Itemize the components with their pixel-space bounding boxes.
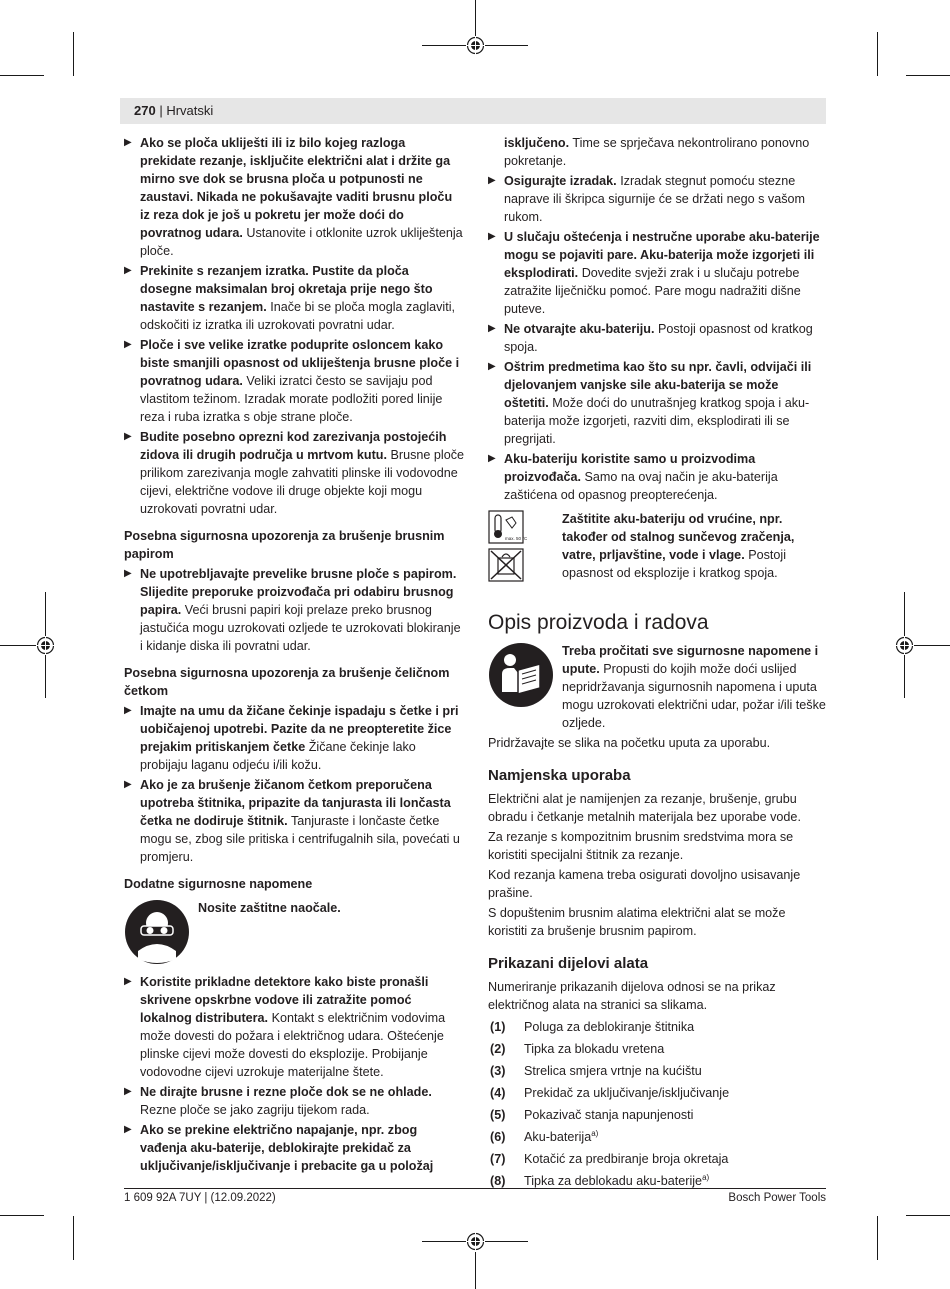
- part-number: (6): [490, 1130, 506, 1144]
- item-bold-text: Ako se ploča ukliješti ili iz bilo kojeg razloga prekidate rezanje, isključite električni alat i držite ga mirno sve dok se brusna ploča u potpunosti ne zaustavi. Nikada ne pokušavajte vaditi brusnu ploču iz reza dok je još u pokretu jer može doći do povratnog udara.: [140, 136, 453, 240]
- item-text: Kontakt s električnim vodovima može dovesti do požara i električnog udara. Oštećenje plinske cijevi može dovesti do eksplozije. Probijanje vodovodne cijevi uzrokuje materijalne štete.: [140, 1011, 446, 1079]
- list-item: [124, 565, 464, 655]
- goggles-text: Nosite zaštitne naočale.: [198, 901, 341, 915]
- safety-goggles-icon: [124, 899, 190, 965]
- section-heading: Posebna sigurnosna upozorenja za brušenje čeličnom četkom: [124, 666, 450, 698]
- list-item: [488, 320, 826, 356]
- part-item: [488, 1084, 826, 1102]
- thermometer-label: max. 50 °C: [505, 536, 528, 541]
- bullet-arrow-icon: ▶: [488, 453, 496, 464]
- list-item: [488, 358, 826, 448]
- crop-mark: [0, 1215, 44, 1216]
- parts-intro: Numeriranje prikazanih dijelova odnosi se na prikaz električnog alata na stranici sa slikama.: [488, 980, 776, 1012]
- bullet-arrow-icon: ▶: [488, 231, 496, 242]
- item-bold-text: Ako je za brušenje žičanom četkom preporučena upotreba štitnika, pripazite da tanjurasta ili lončasta četka ne dodiruje štitnik.: [140, 778, 451, 828]
- list-item: [124, 973, 464, 1081]
- item-bold-text: Budite posebno oprezni kod zarezivanja postojećih zidova ili drugih područja u mrtvom kutu.: [140, 430, 447, 462]
- registration-mark: [36, 636, 55, 655]
- item-bold-text: isključeno.: [504, 136, 570, 150]
- list-item: [124, 428, 464, 518]
- bullet-arrow-icon: ▶: [124, 1086, 132, 1097]
- list-item: [488, 172, 826, 226]
- list-item: [124, 776, 464, 866]
- thermometer-icon: [488, 510, 528, 544]
- part-item: [488, 1128, 826, 1146]
- part-number: (4): [490, 1086, 506, 1100]
- bullet-arrow-icon: ▶: [124, 137, 132, 148]
- bullet-arrow-icon: ▶: [124, 431, 132, 442]
- list-item: [124, 1121, 464, 1175]
- bullet-arrow-icon: ▶: [124, 779, 132, 790]
- item-text: Ustanovite i otklonite uzrok ukliještenja ploče.: [140, 226, 463, 258]
- manual-bold-text: Treba pročitati sve sigurnosne napomene i upute.: [562, 644, 819, 676]
- item-text: Rezne ploče se jako zagriju tijekom rada.: [140, 1103, 370, 1117]
- item-bold-text: Ne dirajte brusne i rezne ploče dok se ne ohlade.: [140, 1085, 432, 1099]
- part-number: (7): [490, 1152, 506, 1166]
- item-bold-text: U slučaju oštećenja i nestručne uporabe aku-baterije mogu se pojaviti pare. Aku-baterija može izgorjeti ili eksplodirati.: [504, 230, 820, 280]
- manual-notice: [488, 642, 826, 732]
- no-fire-water-icon: [488, 548, 524, 582]
- part-label: Pokazivač stanja napunjenosti: [524, 1108, 694, 1122]
- list-item: [124, 134, 464, 260]
- part-item: [488, 1106, 826, 1124]
- page-header: [134, 103, 213, 118]
- item-bold-text: Ne upotrebljavajte prevelike brusne ploče s papirom. Slijedite preporuke proizvođača pri odabiru brusnog papira.: [140, 567, 457, 617]
- page-header-bar: [120, 98, 826, 124]
- item-bold-text: Ne otvarajte aku-bateriju.: [504, 322, 655, 336]
- item-text: Veći brusni papiri koji prelaze preko brusnog jastučića mogu uzrokovati ozljede te uzrokovati blokiranje i kidanje diska ili povratni udar.: [140, 603, 461, 653]
- crop-mark: [877, 32, 878, 76]
- paragraph: Za rezanje s kompozitnim brusnim sredstvima mora se koristiti specijalni štitnik za rezanje.: [488, 830, 794, 862]
- subheading-parts: Prikazani dijelovi alata: [488, 955, 649, 972]
- list-item: [124, 336, 464, 426]
- bullet-arrow-icon: ▶: [124, 705, 132, 716]
- item-bold-text: Ploče i sve velike izratke poduprite osloncem kako biste smanjili opasnost od ukliještenja brusne ploče i povratnog udara.: [140, 338, 460, 388]
- crop-mark: [906, 75, 950, 76]
- item-text: Postoji opasnost od kratkog spoja.: [504, 322, 813, 354]
- footer-rule: [124, 1188, 826, 1189]
- bullet-arrow-icon: ▶: [124, 265, 132, 276]
- part-item: [488, 1040, 826, 1058]
- paragraph: Električni alat je namijenjen za rezanje, brušenje, grubu obradu i četkanje metalnih materijala bez uporabe vode.: [488, 792, 801, 824]
- bullet-arrow-icon: ▶: [124, 568, 132, 579]
- crop-mark: [475, 1252, 476, 1289]
- bullet-arrow-icon: ▶: [488, 361, 496, 372]
- item-text: Može doći do unutrašnjeg kratkog spoja i aku-baterija može izgorjeti, razviti dim, eksplodirati ili se pregrijati.: [504, 396, 810, 446]
- bullet-arrow-icon: ▶: [124, 1124, 132, 1135]
- footer-document-id: 1 609 92A 7UY | (12.09.2022): [124, 1192, 276, 1204]
- part-number: (8): [490, 1174, 506, 1188]
- item-bold-text: Oštrim predmetima kao što su npr. čavli, odvijači ili djelovanjem vanjske sile aku-baterija se može oštetiti.: [504, 360, 812, 410]
- item-bold-text: Aku-bateriju koristite samo u proizvodima proizvođača.: [504, 452, 756, 484]
- heat-notice: [488, 510, 826, 584]
- part-label: Aku-baterija: [524, 1130, 592, 1144]
- header-language: Hrvatski: [166, 103, 214, 118]
- paragraph: Kod rezanja kamena treba osigurati dovoljno usisavanje prašine.: [488, 868, 801, 900]
- item-bold-text: Osigurajte izradak.: [504, 174, 617, 188]
- item-bold-text: Koristite prikladne detektore kako biste pronašli skrivene opskrbne vodove ili zatražite pomoć lokalnog distributera.: [140, 975, 429, 1025]
- list-item: [124, 702, 464, 774]
- bullet-arrow-icon: ▶: [124, 339, 132, 350]
- list-item-continued: [488, 134, 826, 170]
- item-bold-text: Prekinite s rezanjem izratka. Pustite da ploča dosegne maksimalan broj okretaja prije nego što nastavite s rezanjem.: [140, 264, 433, 314]
- list-item: [488, 228, 826, 318]
- item-text: Dovedite svježi zrak i u slučaju potrebe zatražite liječničku pomoć. Pare mogu nadražiti dišne puteve.: [504, 266, 801, 316]
- left-column: [124, 134, 464, 1177]
- page-number: 270: [134, 103, 156, 118]
- paragraph: S dopuštenim brusnim alatima električni alat se može koristiti za brušenje brusnim papirom.: [488, 906, 786, 938]
- registration-mark: [466, 1232, 485, 1251]
- right-column: [488, 134, 826, 1194]
- crop-mark: [73, 1216, 74, 1260]
- crop-mark: [475, 0, 476, 36]
- section-title: Opis proizvoda i radova: [488, 611, 709, 634]
- crop-mark: [73, 32, 74, 76]
- registration-mark: [895, 636, 914, 655]
- part-item: [488, 1018, 826, 1036]
- crop-mark: [914, 645, 950, 646]
- item-text: Veliki izratci često se savijaju pod vlastitom težinom. Izradak morate podložiti pored linije reza i ruba izratka s obje strane ploče.: [140, 374, 443, 424]
- part-number: (1): [490, 1020, 506, 1034]
- part-label: Tipka za deblokadu aku-baterije: [524, 1174, 703, 1188]
- part-label: Kotačić za predbiranje broja okretaja: [524, 1152, 729, 1166]
- heat-text: Postoji opasnost od eksplozije i kratkog spoja.: [562, 548, 787, 580]
- crop-mark: [906, 1215, 950, 1216]
- header-separator: |: [155, 103, 167, 118]
- registration-mark: [466, 36, 485, 55]
- item-text: Žičane čekinje lako probijaju laganu odjeću i/ili kožu.: [140, 740, 416, 772]
- section-heading: Posebna sigurnosna upozorenja za brušenje brusnim papirom: [124, 529, 445, 561]
- crop-mark: [0, 645, 36, 646]
- manual-text: Propusti do kojih može doći uslijed nepridržavanja sigurnosnih napomena i uputa mogu uzrokovati električni udar, požar i/ili teške ozljede.: [562, 662, 826, 730]
- list-item: [124, 1083, 464, 1119]
- part-label: Poluga za deblokiranje štitnika: [524, 1020, 695, 1034]
- part-label: Strelica smjera vrtnje na kućištu: [524, 1064, 702, 1078]
- item-text: Izradak stegnut pomoću stezne naprave ili škripca sigurnije će se držati nego s vašom rukom.: [504, 174, 805, 224]
- bullet-arrow-icon: ▶: [124, 976, 132, 987]
- crop-mark: [877, 1216, 878, 1260]
- part-item: [488, 1062, 826, 1080]
- heat-bold-text: Zaštitite aku-bateriju od vrućine, npr. također od stalnog sunčevog zračenja, vatre, prljavštine, vode i vlage.: [562, 512, 795, 562]
- section-heading: Dodatne sigurnosne napomene: [124, 877, 313, 891]
- list-item: [124, 262, 464, 334]
- crop-mark: [0, 75, 44, 76]
- heat-icons: [488, 510, 528, 582]
- part-label: Prekidač za uključivanje/isključivanje: [524, 1086, 730, 1100]
- item-text: Samo na ovaj način je aku-baterija zaštićena od opasnog preopterećenja.: [504, 470, 778, 502]
- parts-list: [488, 1018, 826, 1190]
- item-bold-text: Ako se prekine električno napajanje, npr. zbog vađenja aku-baterije, deblokirajte prekidač za uključivanje/isključivanje i prebacite ga u položaj: [140, 1123, 434, 1173]
- part-item: [488, 1150, 826, 1168]
- figure-note: Pridržavajte se slika na početku uputa za uporabu.: [488, 736, 771, 750]
- item-bold-text: Imajte na umu da žičane čekinje ispadaju s četke i pri uobičajenoj upotrebi. Pazite da ne preopteretite žice prejakim pritiskanjem četke: [140, 704, 459, 754]
- part-number: (3): [490, 1064, 506, 1078]
- item-text: Time se sprječava nekontrolirano ponovno pokretanje.: [504, 136, 810, 168]
- item-text: Brusne ploče prilikom zarezivanja mogle zahvatiti plinske ili vodovodne cijevi, električne vodove ili druge objekte koji mogu uzrokovati povratni udar.: [140, 448, 465, 516]
- bullet-arrow-icon: ▶: [488, 323, 496, 334]
- footer-brand: Bosch Power Tools: [728, 1192, 826, 1204]
- goggles-notice: [124, 899, 464, 971]
- part-footnote-marker: a): [591, 1128, 599, 1138]
- part-number: (5): [490, 1108, 506, 1122]
- item-text: Inače bi se ploča mogla zaglaviti, odskočiti iz izratka ili uzrokovati povratni udar.: [140, 300, 456, 332]
- item-text: Tanjuraste i lončaste četke mogu se, zbog sile pritiska i centrifugalnih sila, povećati u promjeru.: [140, 814, 460, 864]
- part-number: (2): [490, 1042, 506, 1056]
- part-label: Tipka za blokadu vretena: [524, 1042, 665, 1056]
- read-manual-icon: [488, 642, 554, 708]
- part-footnote-marker: a): [702, 1172, 710, 1182]
- list-item: [488, 450, 826, 504]
- bullet-arrow-icon: ▶: [488, 175, 496, 186]
- subheading-intended-use: Namjenska uporaba: [488, 767, 631, 784]
